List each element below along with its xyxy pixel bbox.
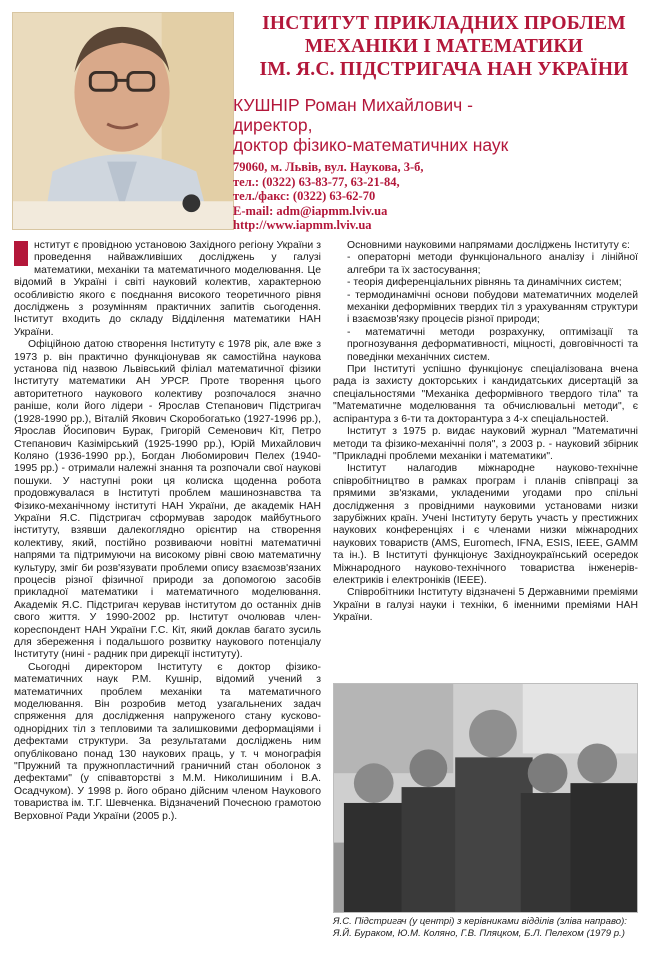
- left-paragraph-2: Офіційною датою створення Інституту є 1978 рік, але вже з 1973 р. він практично функціонував як самостійна наукова установа під назвою Львівський філіал математичної фізики Інституту математики АН УРСР. Проте творення цього авторитетного наукового колективу розпочалося значно раніше, коли його лідери - Ярослав Степанович Підстригач (1928-1990 рр.), Віталій Якович Скоробогатько (1927-1996 рр.), Ярослав Йосипович Бурак, Григорій Семенович Кіт, Петро Степанович Казімірський (1925-1990 рр.), Юрій Михайлович Коляно (1936-1990 рр.), Богдан Любомирович Пелех (1940-1995 рр.) - отримали належні знання та розпочали свої наукові пошуки. У наступні роки ця колиска щоденна робота продовжувалася в Інституті проблем машинознавства та Фізико-механічному інституті НАН України, де академік НАН України Я.С. Підстригач сформував зародок майбутнього інституту, взявши далекоглядно орієнтир на створення колективу, який, постійно розвиваючи новітні математичні напрями та підтримуючи на високому рівні свою математичну культуру, зміг би розв'язувати проблеми опису взаємозв'язаних процесів різної фізичної природи за допомогою засобів прикладної математики і математичного моделювання. Академік Я.С. Підстригач керував інститутом до останніх днів свого життя. У 1990-2002 рр. Інститут очолював член-кореспондент НАН України Г.С. Кіт, який доклав багато зусиль для збереження і подальшого розвитку наукового потенціалу Інституту (нині - радник при дирекції інституту).: [14, 339, 321, 661]
- institute-title: [250, 12, 638, 81]
- right-column: [333, 240, 638, 625]
- direction-item: - термодинамічні основи побудови математичних моделей механіки деформівних твердих тіл з урахуванням структури і взаємозв'язку процесів різної природи;: [347, 289, 638, 326]
- direction-item: - операторні методи функціонального аналізу і лінійної алгебри та їх застосування;: [347, 252, 638, 276]
- institute-title-line-2: МЕХАНІКИ І МАТЕМАТИКИ: [304, 36, 584, 57]
- direction-item: - математичні методи розрахунку, оптимізації та прогнозування деформативності, міцності, довговічності та поведінки механічних систем.: [347, 326, 638, 363]
- institute-title-line-1: ІНСТИТУТ ПРИКЛАДНИХ ПРОБЛЕМ: [262, 13, 626, 34]
- drop-cap-block: [14, 241, 28, 266]
- right-paragraph-awards: Співробітники Інституту відзначені 5 Державними преміями України в галузі науки і техніки, 6 іменними преміями НАН України.: [333, 587, 638, 624]
- left-paragraph-3: Сьогодні директором Інституту є доктор фізико-математичних наук Р.М. Кушнір, відомий учений з математичних проблем механіки та математичного моделювання. Він розробив метод узагальнених задач спряження для дослідження напруженого стану кусково-однорідних тіл з тепловими та залишковими деформаціями і дефектами структури. За результатами досліджень ним опубліковано понад 130 наукових праць, у т. ч монографія "Пружний та пружнопластичний граничний стан оболонок з дефектами" (у співавторстві з М.М. Николишиним і В.А. Осадчуком). У 1998 р. його обрано дійсним членом Наукового товариства ім. Т.Г. Шевченка. Відзначений Почесною грамотою Верховної Ради України (2005 р.).: [14, 661, 321, 822]
- director-role: директор,: [233, 115, 313, 135]
- left-paragraph-1: нститут є провідною установою Західного регіону України з проведення найважливіших досліджень у галузі математики, механіки та математичного моделювання. Це відомий в Україні і світі науковий колектив, характерною особливістю якого є поєднання високого теоретичного рівня досліджень з розумінням практичних запитів сьогодення. Інститут входить до складу Відділення математики НАН України.: [14, 240, 321, 338]
- email-link[interactable]: E-mail: adm@iapmm.lviv.ua: [233, 203, 388, 218]
- right-paragraph-cooperation: Інститут налагодив міжнародне науково-технічне співробітництво в рамках програм і планів співпраці за прямими зв'язками, укладеними угодами про спільні дослідження з провідними науковими установами низки зарубіжних країн. Учені Інституту беруть участь у престижних наукових конференціях і є членами низки міжнародних наукових товариств (AMS, Euromech, IFNA, ESIS, IEEE, GAMM та ін.). В Інституті функціонує Західноукраїнський осередок Міжнародного науково-технічного товариства інженерів-електриків і електроніків (IEEE).: [333, 463, 638, 586]
- website-link[interactable]: http://www.iapmm.lviv.ua: [233, 218, 372, 232]
- group-photo: [333, 683, 638, 913]
- photo-caption: Я.С. Підстригач (у центрі) з керівниками відділів (зліва направо): Я.Й. Бураком, Ю.М. Коляно, Г.В. Пляцком, Б.Л. Пелехом (1979 р.): [333, 916, 627, 939]
- director-block: [233, 95, 633, 155]
- phone: тел.: (0322) 63-83-77, 63-21-84,: [233, 174, 400, 189]
- left-column: [14, 240, 321, 823]
- fax: тел./факс: (0322) 63-62-70: [233, 189, 376, 203]
- director-name: КУШНІР Роман Михайлович -: [233, 95, 473, 115]
- direction-item: - теорія диференціальних рівнянь та динамічних систем;: [347, 277, 622, 289]
- director-portrait: [12, 12, 234, 230]
- right-paragraph-journal: Інститут з 1975 р. видає науковий журнал "Математичні методи та фізико-механічні поля", з 2003 р. - науковий збірник "Прикладні проблеми механіки і математики".: [333, 426, 638, 462]
- right-paragraph-council: При Інституті успішно функціонує спеціалізована вчена рада із захисту докторських і кандидатських дисертацій за спеціальностями "Механіка деформівного твердого тіла" та "Математичне моделювання та обчислювальні методи", є аспірантура з 6-ти та докторантура з 4-х спеціальностей.: [333, 364, 638, 425]
- directions-intro: Основними науковими напрямами досліджень Інституту є:: [347, 240, 630, 251]
- institute-title-line-3: ІМ. Я.С. ПІДСТРИГАЧА НАН УКРАЇНИ: [259, 59, 629, 80]
- director-degree: доктор фізико-математичних наук: [233, 135, 509, 155]
- address: 79060, м. Львів, вул. Наукова, 3-б,: [233, 160, 424, 174]
- contact-info: [233, 160, 633, 233]
